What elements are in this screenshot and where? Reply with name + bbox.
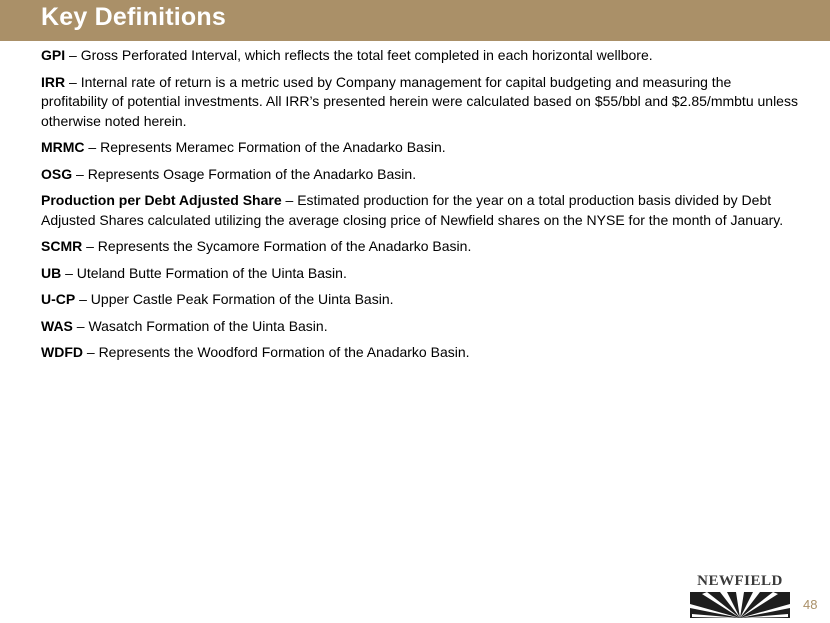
page-title: Key Definitions [41,3,226,31]
definition-term: UB [41,264,62,281]
definition-text: – Upper Castle Peak Formation of the Uinta Basin. [75,291,394,307]
definition-text: – Estimated production for the year on a total production basis divided by Debt Adjusted Shares calculated utilizing the average closing price of Newfield shares on the NYSE for the month of January. [41,192,784,228]
definition-text: – Gross Perforated Interval, which reflects the total feet completed in each horizontal wellbore. [65,47,653,63]
definition-term: WAS [41,317,73,334]
definition-text: – Internal rate of return is a metric used by Company management for capital budgeting and measuring the profitability of potential investments. All IRR’s presented herein were calculated based on $55/bbl and $2.85/mmbtu unless otherwise noted herein. [41,73,798,129]
newfield-logo [690,572,790,618]
definition-text: – Represents the Woodford Formation of the Anadarko Basin. [83,344,470,360]
definition-term: OSG [41,165,73,182]
definition-term: U-CP [41,291,76,307]
definition-item [41,237,801,257]
definition-term: Production per Debt Adjusted Share [41,192,282,208]
definition-term: GPI [41,47,66,63]
definition-item [41,46,801,66]
definition-term: SCMR [41,238,83,254]
definition-item [41,73,801,132]
definition-text: – Wasatch Formation of the Uinta Basin. [72,317,328,334]
definition-item [41,290,801,310]
definition-text: – Uteland Butte Formation of the Uinta Basin. [61,264,347,281]
definition-item [41,191,801,230]
definition-item [41,138,801,158]
definition-item [41,343,801,363]
definition-term: IRR [41,73,66,90]
starburst-icon [690,592,790,618]
definition-text: – Represents the Sycamore Formation of the Anadarko Basin. [82,238,472,254]
definition-item [41,264,801,284]
definition-text: – Represents Osage Formation of the Anadarko Basin. [72,165,417,182]
definition-item [41,165,801,185]
definition-term: MRMC [41,139,85,155]
definition-text: – Represents Meramec Formation of the Anadarko Basin. [84,139,446,155]
definition-item [41,317,801,337]
page-number: 48 [803,597,818,612]
logo-wordmark: NEWFIELD [697,573,783,589]
title-bar [0,0,830,41]
definitions-list [41,46,801,370]
definition-term: WDFD [41,344,83,360]
